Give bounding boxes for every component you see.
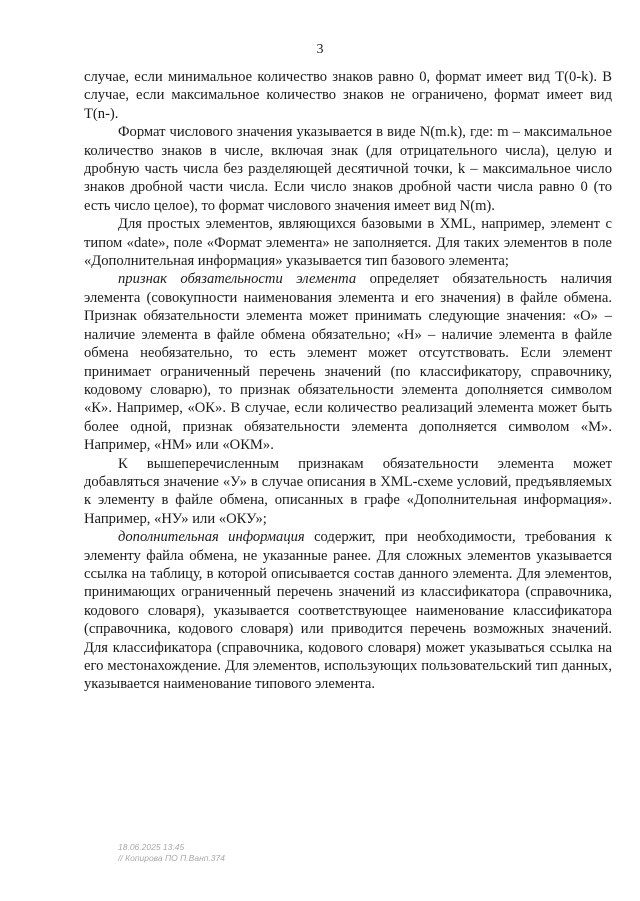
stamp-signer: // Копирова ПО П.Ванп.374 bbox=[118, 852, 225, 863]
page-number: 3 bbox=[316, 42, 324, 57]
paragraph-3 bbox=[84, 215, 612, 270]
paragraph-text: К вышеперечисленным признакам обязательности элемента может добавляться значение «У» в случае описания в XML-схеме условий, предъявляемых к элементу в файле обмена, описанных в графе «Дополнительная информация». Например, «НУ» или «ОКУ»; bbox=[84, 455, 612, 527]
italic-term: признак обязательности элемента bbox=[118, 271, 357, 288]
paragraph-text: содержит, при необходимости, требования к элементу файла обмена, не указанные ранее. Для сложных элементов указывается ссылка на таблицу, в которой описывается состав данного элемента. Для элементов, принимающих ограниченный перечень значений из классификатора (справочника, кодового словаря), указывается соответствующее наименование классификатора (справочника, кодового словаря) или приводится перечень возможных значений. Для классификатора (справочника, кодового словаря) может указываться ссылка на его местонахождение. Для элементов, использующих пользовательский тип данных, указывается наименование типового элемента. bbox=[84, 529, 612, 693]
stamp-timestamp: 18.06.2025 13:45 bbox=[118, 842, 185, 852]
paragraph-4 bbox=[84, 270, 612, 454]
paragraph-1 bbox=[84, 68, 612, 123]
paragraph-2 bbox=[84, 123, 612, 215]
paragraph-5 bbox=[84, 455, 612, 529]
paragraph-text: определяет обязательность наличия элемента (совокупности наименования элемента и его значения) в файле обмена. Признак обязательности элемента может принимать следующие значения: «О» – наличие элемента в файле обмена обязательно; «Н» – наличие элемента в файле обмена необязательно, то есть элемент может отсутствовать. Если элемент принимает ограниченный перечень значений (по классификатору, справочнику, кодовому словарю), то признак обязательности элемента дополняется символом «К». Например, «ОК». В случае, если количество реализаций элемента может быть более одной, признак обязательности элемента дополняется символом «М». Например, «НМ» или «ОКМ». bbox=[84, 271, 612, 454]
italic-term: дополнительная информация bbox=[118, 529, 305, 546]
paragraph-text: случае, если минимальное количество знаков равно 0, формат имеет вид T(0-k). В случае, если максимальное количество знаков не ограничено, формат имеет вид T(n-). bbox=[84, 69, 612, 122]
paragraph-text: Формат числового значения указывается в виде N(m.k), где: m – максимальное количество знаков в числе, включая знак (для отрицательного числа), целую и дробную часть числа без разделяющей десятичной точки, k – максимальное число знаков дробной части числа. Если число знаков дробной части числа равно 0 (то есть число целое), то формат числового значения имеет вид N(m). bbox=[84, 124, 612, 214]
paragraph-6 bbox=[84, 528, 612, 694]
paragraph-text: Для простых элементов, являющихся базовыми в XML, например, элемент с типом «date», поле «Формат элемента» не заполняется. Для таких элементов в поле «Дополнительная информация» указывается тип базового элемента; bbox=[84, 216, 612, 270]
signature-stamp bbox=[118, 842, 225, 863]
document-body bbox=[84, 68, 612, 694]
